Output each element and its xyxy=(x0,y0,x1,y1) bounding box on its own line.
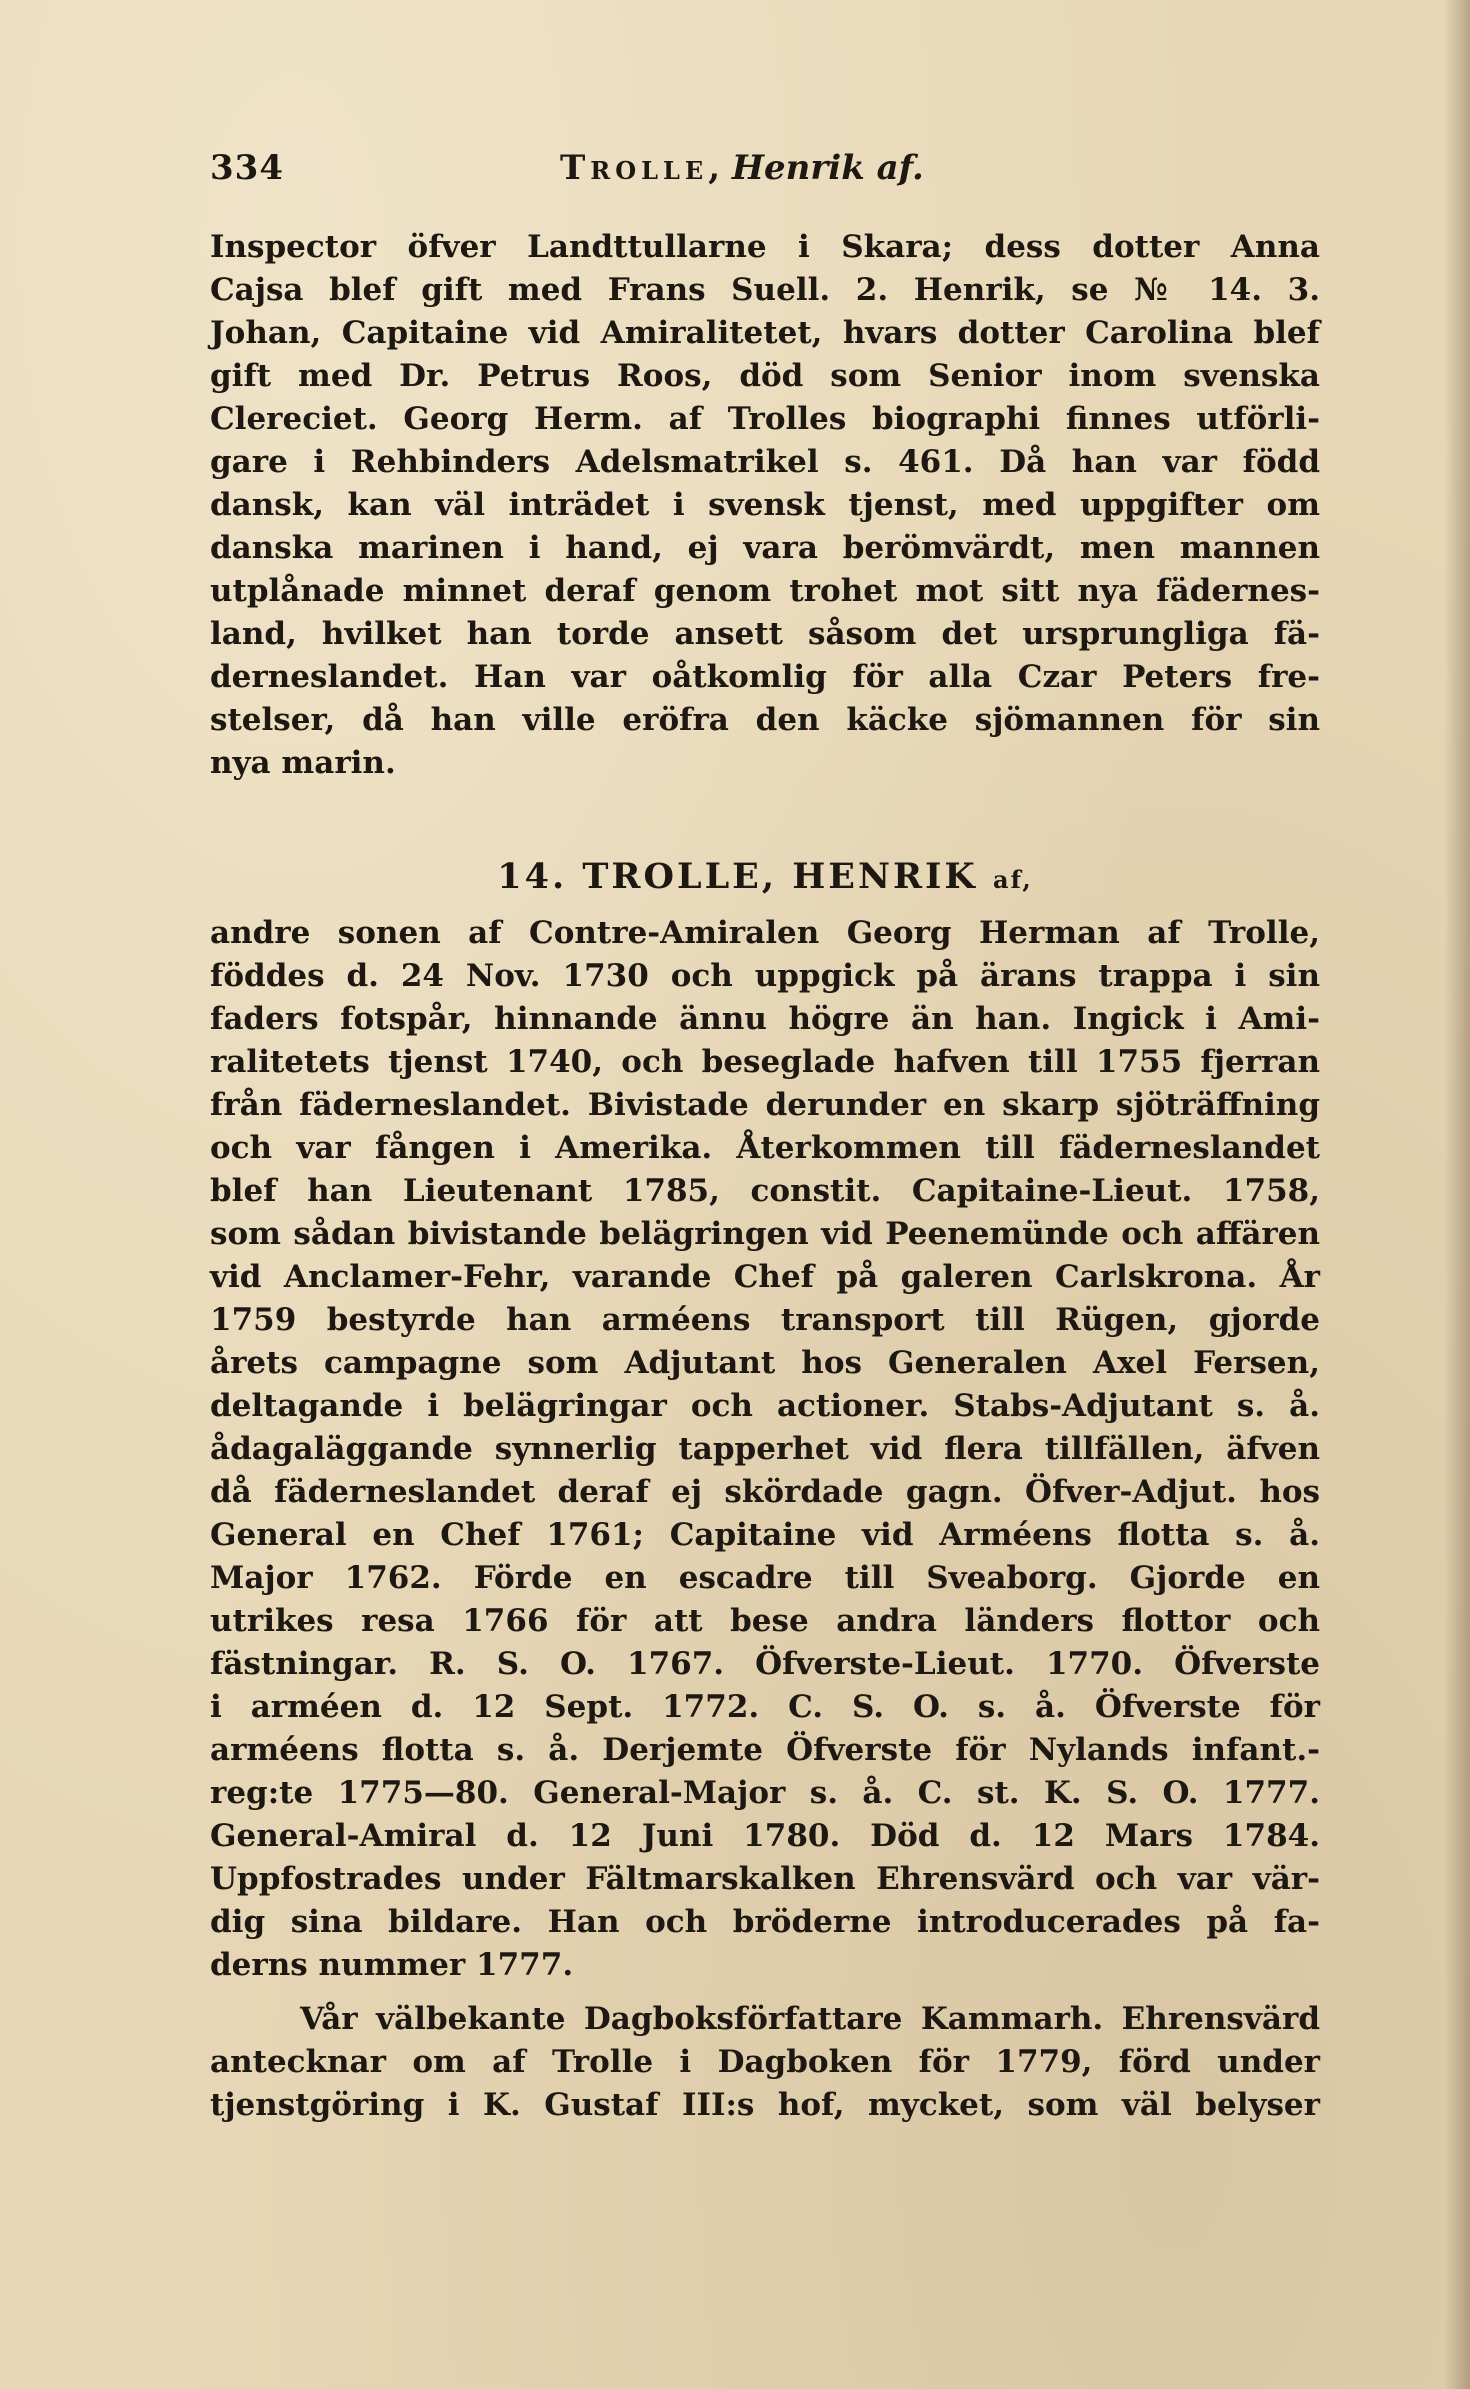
text-line: föddes d. 24 Nov. 1730 och uppgick på ärans trappa i sin xyxy=(210,958,1320,994)
text-line: danska marinen i hand, ej vara berömvärdt, men mannen xyxy=(210,530,1320,566)
text-line: nya marin. xyxy=(210,745,396,781)
text-line: faders fotspår, hinnande ännu högre än han. Ingick i Ami- xyxy=(210,1001,1320,1037)
text-line: General en Chef 1761; Capitaine vid Arméens flotta s. å. xyxy=(210,1517,1320,1553)
text-line: stelser, då han ville eröfra den käcke sjömannen för sin xyxy=(210,702,1320,738)
text-line: blef han Lieutenant 1785, constit. Capitaine-Lieut. 1758, xyxy=(210,1173,1320,1209)
text-line: ralitetets tjenst 1740, och beseglade hafven till 1755 fjerran xyxy=(210,1044,1320,1080)
text-line: reg:te 1775—80. General-Major s. å. C. st. K. S. O. 1777. xyxy=(210,1775,1320,1811)
text-line: ådagaläggande synnerlig tapperhet vid flera tillfällen, äfven xyxy=(210,1431,1320,1467)
text-line: dig sina bildare. Han och bröderne introducerades på fa- xyxy=(210,1904,1320,1940)
section-name: TROLLE, HENRIK xyxy=(582,856,978,897)
text-line: dansk, kan väl inträdet i svensk tjenst, med uppgifter om xyxy=(210,487,1320,523)
page-header xyxy=(210,148,1310,198)
running-title-surname: Trolle xyxy=(560,148,709,188)
text-line: derns nummer 1777. xyxy=(210,1947,574,1983)
text-line: årets campagne som Adjutant hos Generalen Axel Fersen, xyxy=(210,1345,1320,1381)
section-heading xyxy=(210,852,1320,902)
text-line: utplånade minnet deraf genom trohet mot sitt nya fädernes- xyxy=(210,573,1320,609)
text-line: gare i Rehbinders Adelsmatrikel s. 461. Då han var född xyxy=(210,444,1320,480)
text-line: utrikes resa 1766 för att bese andra länders flottor och xyxy=(210,1603,1320,1639)
text-line: i arméen d. 12 Sept. 1772. C. S. O. s. å. Öfverste för xyxy=(210,1689,1320,1725)
text-line: som sådan bivistande belägringen vid Peenemünde och affären xyxy=(210,1216,1320,1252)
paragraph-1 xyxy=(210,226,1320,785)
text-line: 1759 bestyrde han arméens transport till Rügen, gjorde xyxy=(210,1302,1320,1338)
text-line: vid Anclamer-Fehr, varande Chef på galeren Carlskrona. År xyxy=(210,1259,1320,1295)
paragraph-2 xyxy=(210,912,1320,1987)
text-line: då fäderneslandet deraf ej skördade gagn. Öfver-Adjut. hos xyxy=(210,1474,1320,1510)
text-line: gift med Dr. Petrus Roos, död som Senior inom svenska xyxy=(210,358,1320,394)
running-title: Trolle, Henrik af. xyxy=(560,148,924,188)
text-line: fästningar. R. S. O. 1767. Öfverste-Lieut. 1770. Öfverste xyxy=(210,1646,1320,1682)
text-line: derneslandet. Han var oåtkomlig för alla Czar Peters fre- xyxy=(210,659,1320,695)
text-line: General-Amiral d. 12 Juni 1780. Död d. 12 Mars 1784. xyxy=(210,1818,1320,1854)
text-line: Major 1762. Förde en escadre till Sveaborg. Gjorde en xyxy=(210,1560,1320,1596)
text-line: tjenstgöring i K. Gustaf III:s hof, mycket, som väl belyser xyxy=(210,2087,1320,2123)
page-number: 334 xyxy=(210,148,284,188)
section-number: 14. xyxy=(497,856,568,897)
text-line: Inspector öfver Landttullarne i Skara; dess dotter Anna xyxy=(210,229,1320,265)
text-line: Clereciet. Georg Herm. af Trolles biographi finnes utförli- xyxy=(210,401,1320,437)
text-line: arméens flotta s. å. Derjemte Öfverste för Nylands infant.- xyxy=(210,1732,1320,1768)
paragraph-3 xyxy=(210,1998,1320,2127)
text-line: och var fången i Amerika. Återkommen till fäderneslandet xyxy=(210,1130,1320,1166)
text-line: från fäderneslandet. Bivistade derunder en skarp sjöträffning xyxy=(210,1087,1320,1123)
page-gutter-shadow xyxy=(1444,0,1470,2389)
section-suffix: af, xyxy=(993,865,1033,894)
running-title-given-name: Henrik af. xyxy=(731,148,924,188)
text-line: deltagande i belägringar och actioner. Stabs-Adjutant s. å. xyxy=(210,1388,1320,1424)
text-line: Uppfostrades under Fältmarskalken Ehrensvärd och var vär- xyxy=(210,1861,1320,1897)
text-line: Vår välbekante Dagboksförfattare Kammarh. Ehrensvärd xyxy=(300,2001,1320,2037)
text-line: land, hvilket han torde ansett såsom det ursprungliga fä- xyxy=(210,616,1320,652)
text-line: Johan, Capitaine vid Amiralitetet, hvars dotter Carolina blef xyxy=(210,315,1320,351)
text-line: andre sonen af Contre-Amiralen Georg Herman af Trolle, xyxy=(210,915,1320,951)
text-line: antecknar om af Trolle i Dagboken för 1779, förd under xyxy=(210,2044,1320,2080)
text-line: Cajsa blef gift med Frans Suell. 2. Henrik, se № 14. 3. xyxy=(210,272,1320,308)
